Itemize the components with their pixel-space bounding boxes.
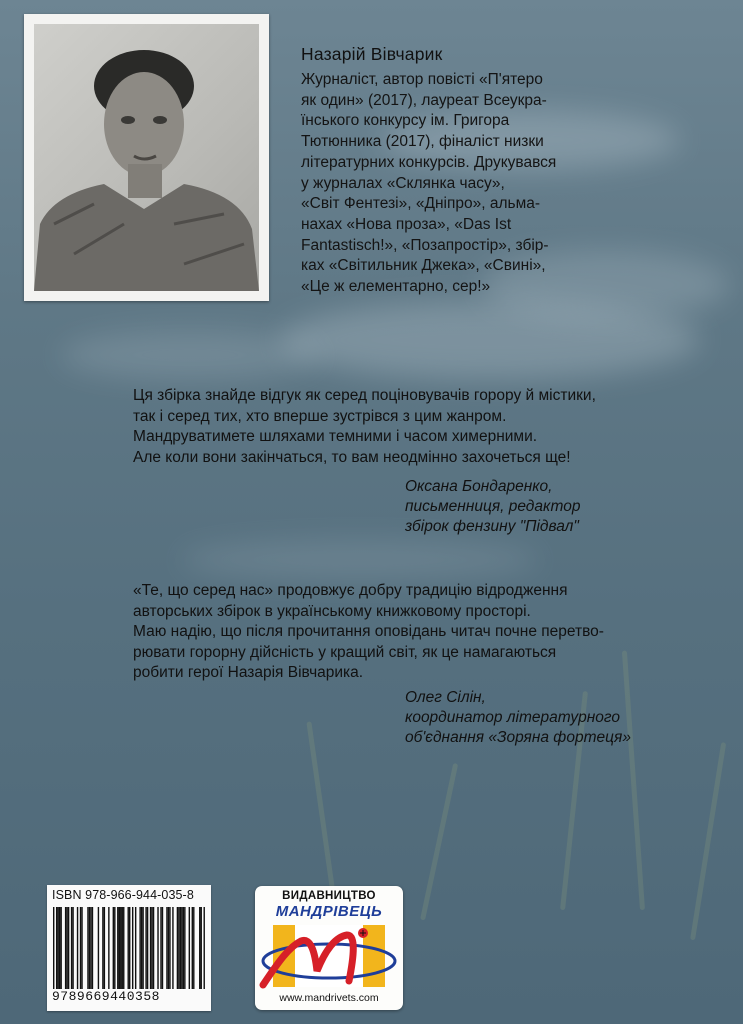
barcode-bar <box>53 907 54 989</box>
barcode-bar <box>147 907 148 989</box>
author-name: Назарій Вівчарик <box>301 44 443 64</box>
barcode-bar <box>65 907 66 989</box>
barcode-bar <box>172 907 173 989</box>
barcode-bar <box>87 907 88 989</box>
barcode-bar <box>66 907 67 989</box>
barcode-bar <box>104 907 105 989</box>
bio-line: «Світ Фентезі», «Дніпро», альма- <box>301 195 541 213</box>
barcode-bar <box>201 907 202 989</box>
barcode-bar <box>60 907 61 989</box>
barcode-bar <box>89 907 90 989</box>
publisher-label: ВИДАВНИЦТВО <box>282 890 376 902</box>
bio-line: Журналіст, автор повісті «П'ятеро <box>301 71 543 88</box>
barcode-bar <box>123 907 124 989</box>
attribution-line: об'єднання «Зоряна фортеця» <box>405 729 631 746</box>
barcode-bar <box>113 907 114 989</box>
barcode-bar <box>168 907 169 989</box>
barcode-bar <box>72 907 73 989</box>
bio-line: Fantastisch!», «Позапростір», збір- <box>301 236 549 254</box>
barcode-bar <box>189 907 190 989</box>
barcode-bar <box>57 907 58 989</box>
attribution-line: Оксана Бондаренко, <box>405 478 553 495</box>
barcode-bar <box>192 907 193 989</box>
quote-line: робити герої Назарія Вівчарика. <box>133 664 364 682</box>
barcode-bar <box>71 907 72 989</box>
bio-line: «Це ж елементарно, сер!» <box>301 278 491 296</box>
author-photo <box>34 24 259 291</box>
review-attribution-1 <box>405 477 580 537</box>
barcode-bar <box>183 907 184 989</box>
barcode-bar <box>139 907 140 989</box>
barcode-bar <box>160 907 161 989</box>
barcode-bar <box>119 907 120 989</box>
barcode-bar <box>117 907 118 989</box>
publisher-url: www.mandrivets.com <box>279 992 379 1004</box>
barcode-bar <box>145 907 146 989</box>
bio-line: як один» (2017), лауреат Всеукра- <box>301 91 547 109</box>
review-attribution-2 <box>405 688 631 748</box>
publisher-name: МАНДРІВЕЦЬ <box>275 903 383 920</box>
author-bio <box>301 70 706 298</box>
barcode-bar <box>80 907 81 989</box>
barcode-bar <box>184 907 185 989</box>
quote-line: Ця збірка знайде відгук як серед поціновувачів горору й містики, <box>133 387 596 404</box>
barcode-bar <box>102 907 103 989</box>
quote-line: так і серед тих, хто вперше зустрівся з цим жанром. <box>133 407 507 425</box>
barcode-bar <box>114 907 115 989</box>
barcode-bar <box>204 907 205 989</box>
barcode-bar <box>177 907 178 989</box>
barcode-bar <box>122 907 123 989</box>
publisher-m-logo-icon <box>259 921 399 991</box>
isbn-barcode <box>47 885 211 1011</box>
quote-line: «Те, що серед нас» продовжує добру традицію відродження <box>133 582 568 599</box>
barcode-digits: 9789669440358 <box>52 989 160 1004</box>
attribution-line: письменниця, редактор <box>405 498 581 515</box>
barcode-bar <box>180 907 181 989</box>
bio-line: нахах «Нова проза», «Das Ist <box>301 215 512 233</box>
barcode-bar <box>132 907 133 989</box>
barcode-bar <box>142 907 143 989</box>
attribution-line: координатор літературного <box>405 709 620 726</box>
barcode-bar <box>90 907 91 989</box>
barcode-bar <box>68 907 69 989</box>
barcode-bar <box>162 907 163 989</box>
barcode-bar <box>141 907 142 989</box>
barcode-bar <box>128 907 129 989</box>
barcode-bar <box>92 907 93 989</box>
quote-line: авторських збірок в українському книжковому просторі. <box>133 602 531 620</box>
bio-line: Тютюнника (2017), фіналіст низки <box>301 133 544 151</box>
quote-line: Але коли вони закінчаться, то вам неодмінно захочеться ще! <box>133 448 571 466</box>
attribution-line: Олег Сілін, <box>405 689 486 706</box>
author-photo-frame <box>24 14 269 301</box>
barcode-bar <box>120 907 121 989</box>
barcode-bar <box>81 907 82 989</box>
barcode-bar <box>157 907 158 989</box>
barcode-bar <box>178 907 179 989</box>
review-quote-2 <box>133 581 678 684</box>
barcode-bar <box>56 907 57 989</box>
quote-line: рювати горорну дійсність у кращий світ, як це намагаються <box>133 643 557 661</box>
barcode-bar <box>169 907 170 989</box>
barcode-bar <box>199 907 200 989</box>
barcode-bar <box>59 907 60 989</box>
quote-line: Мандруватимете шляхами темними і часом химерними. <box>133 428 538 446</box>
attribution-line: збірок фензину "Підвал" <box>405 518 579 535</box>
bio-line: у журналах «Склянка часу», <box>301 174 505 192</box>
barcode-bar <box>135 907 136 989</box>
barcode-bar <box>166 907 167 989</box>
bio-line: їнського конкурсу ім. Григора <box>301 112 510 130</box>
barcode-bar <box>150 907 151 989</box>
publisher-logo-card <box>255 886 403 1010</box>
quote-line: Маю надію, що після прочитання оповідань читач почне перетво- <box>133 623 604 641</box>
barcode-bar <box>153 907 154 989</box>
barcode-bar <box>98 907 99 989</box>
isbn-label: ISBN 978-966-944-035-8 <box>52 888 194 902</box>
barcode-bar <box>77 907 78 989</box>
bio-line: ках «Світильник Джека», «Свині», <box>301 257 546 275</box>
bio-line: літературних конкурсів. Друкувався <box>301 153 557 171</box>
barcode-bar <box>193 907 194 989</box>
barcode-bar <box>151 907 152 989</box>
barcode-bar <box>129 907 130 989</box>
review-quote-1 <box>133 386 673 468</box>
barcode-bar <box>181 907 182 989</box>
barcode-bars <box>53 907 205 989</box>
barcode-bar <box>108 907 109 989</box>
